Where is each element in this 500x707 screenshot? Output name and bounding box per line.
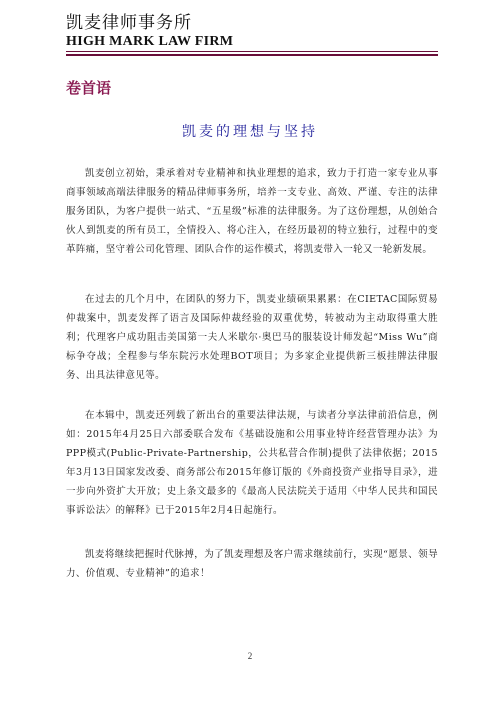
header-rule-bottom — [66, 54, 438, 56]
firm-logo — [66, 13, 256, 50]
paragraph-1 — [66, 164, 438, 259]
paragraph-3 — [66, 406, 438, 520]
header-rule-top — [66, 51, 438, 52]
paragraph-text: 在本辑中，凯麦还列载了新出台的重要法律法规，与读者分享法律前沿信息，例如：2015年4月25日六部委联合发布《基础设施和公用事业特许经营管理办法》为PPP模式(Public-Private-Partnership，公共私营合作制)提供了法律依据；2015年3月13日国家发改委、商务部公布2015年修订版的《外商投资产业指导目录》，进一步向外资扩大开放；史上条文最多的《最高人民法院关于适用〈中华人民共和国民事诉讼法〉的解释》已于2015年2月4日起施行。 — [66, 410, 438, 516]
paragraph-4 — [66, 545, 438, 583]
page-number: 2 — [247, 651, 253, 661]
document-title: 凯麦的理想与坚持 — [182, 124, 318, 140]
logo-chinese-name: 凯麦律师事务所 — [66, 13, 192, 33]
logo-english-name: HIGH MARK LAW FIRM — [66, 34, 234, 49]
paragraph-text: 凯麦将继续把握时代脉搏，为了凯麦理想及客户需求继续前行，实现“愿景、领导力、价值观、专业精神”的追求！ — [66, 549, 438, 579]
section-heading: 卷首语 — [66, 79, 112, 97]
paragraph-text: 凯麦创立初始，秉承着对专业精神和执业理想的追求，致力于打造一家专业从事商事领域高端法律服务的精品律师事务所，培养一支专业、高效、严谨、专注的法律服务团队，为客户提供一站式、“五星级”标准的法律服务。为了这份理想，从创始合伙人到凯麦的所有员工，全情投入、将心注入，在经历最初的特立独行，过程中的变革阵痛，坚守着公司化管理、团队合作的运作模式，将凯麦带入一轮又一轮新发展。 — [66, 168, 438, 255]
paragraph-2 — [66, 290, 438, 385]
paragraph-text: 在过去的几个月中，在团队的努力下，凯麦业绩硕果累累：在CIETAC国际贸易仲裁案中，凯麦发挥了语言及国际仲裁经验的双重优势，转被动为主动取得重大胜利；代理客户成功阻击美国第一夫人米歇尔·奥巴马的服装设计师发起“Miss Wu”商标争夺战；全程参与华东院污水处理BOT项目；为多家企业提供新三板挂牌法律服务、出具法律意见等。 — [66, 294, 438, 381]
